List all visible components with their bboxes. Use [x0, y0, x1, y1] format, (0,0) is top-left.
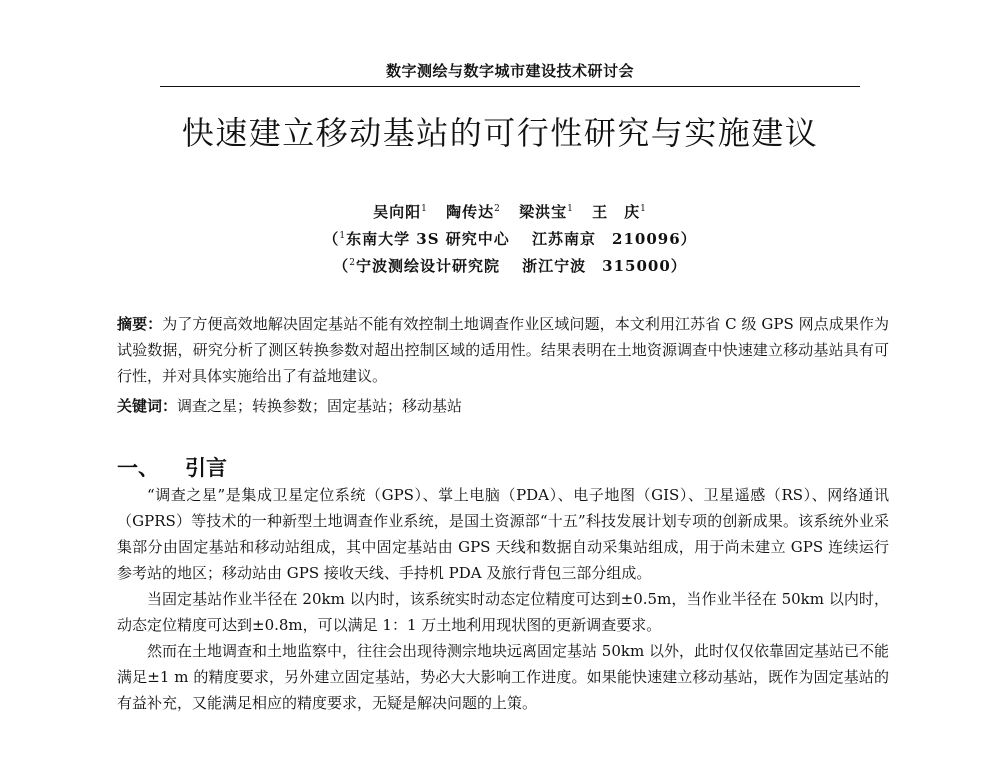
paragraph: 当固定基站作业半径在 20km 以内时，该系统实时动态定位精度可达到±0.5m，当作业半径在 50km 以内时，动态定位精度可达到±0.8m，可以满足 1：1 万土地利用现状图的更新调查要求。 [117, 590, 889, 634]
affiliation: （$^1$东南大学 3S 研究中心 江苏南京 210096） [323, 230, 697, 248]
abstract-label: 摘要： [117, 315, 163, 333]
body-text [117, 482, 889, 716]
section-title: 引言 [185, 456, 227, 480]
abstract-text: 为了方便高效地解决固定基站不能有效控制土地调查作业区域问题，本文利用江苏省 C 级 GPS 网点成果作为试验数据，研究分析了测区转换参数对超出控制区域的适用性。结果表明在土地资源调查中快速建立移动基站具有可行性，并对具体实施给出了有益地建议。 [117, 315, 889, 385]
author-block [300, 197, 720, 278]
conference-header: 数字测绘与数字城市建设技术研讨会 [385, 62, 634, 80]
author: 吴向阳$^1$ [373, 203, 428, 221]
section-heading [117, 452, 227, 482]
author-list [300, 197, 720, 224]
abstract [117, 311, 889, 389]
header-rule [160, 86, 860, 87]
author: 梁洪宝$^1$ [519, 203, 574, 221]
paragraph: 然而在土地调查和土地监察中，往往会出现待测宗地块远离固定基站 50km 以外，此时仅仅依靠固定基站已不能满足±1 m 的精度要求，另外建立固定基站，势必大大影响工作进度。如果能快速建立移动基站，既作为固定基站的有益补充，又能满足相应的精度要求，无疑是解决问题的上策。 [117, 642, 889, 712]
keywords-text: 调查之星；转换参数；固定基站；移动基站 [177, 397, 463, 415]
paragraph: “调查之星”是集成卫星定位系统（GPS）、掌上电脑（PDA）、电子地图（GIS）、卫星遥感（RS）、网络通讯（GPRS）等技术的一种新型土地调查作业系统，是国土资源部“十五”科技发展计划专项的创新成果。该系统外业采集部分由固定基站和移动站组成，其中固定基站由 GPS 天线和数据自动采集站组成，用于尚未建立 GPS 连续运行参考站的地区；移动站由 GPS 接收天线、手持机 PDA 及旅行背包三部分组成。 [117, 486, 889, 582]
affiliation: （$^2$宁波测绘设计研究院 浙江宁波 315000） [333, 257, 687, 275]
keywords [117, 393, 889, 419]
author: 王 庆$^1$ [592, 203, 647, 221]
paper-title: 快速建立移动基站的可行性研究与实施建议 [181, 114, 819, 152]
section-number: 一、 [117, 456, 159, 480]
keywords-label: 关键词： [117, 397, 178, 415]
author: 陶传达$^2$ [446, 203, 501, 221]
